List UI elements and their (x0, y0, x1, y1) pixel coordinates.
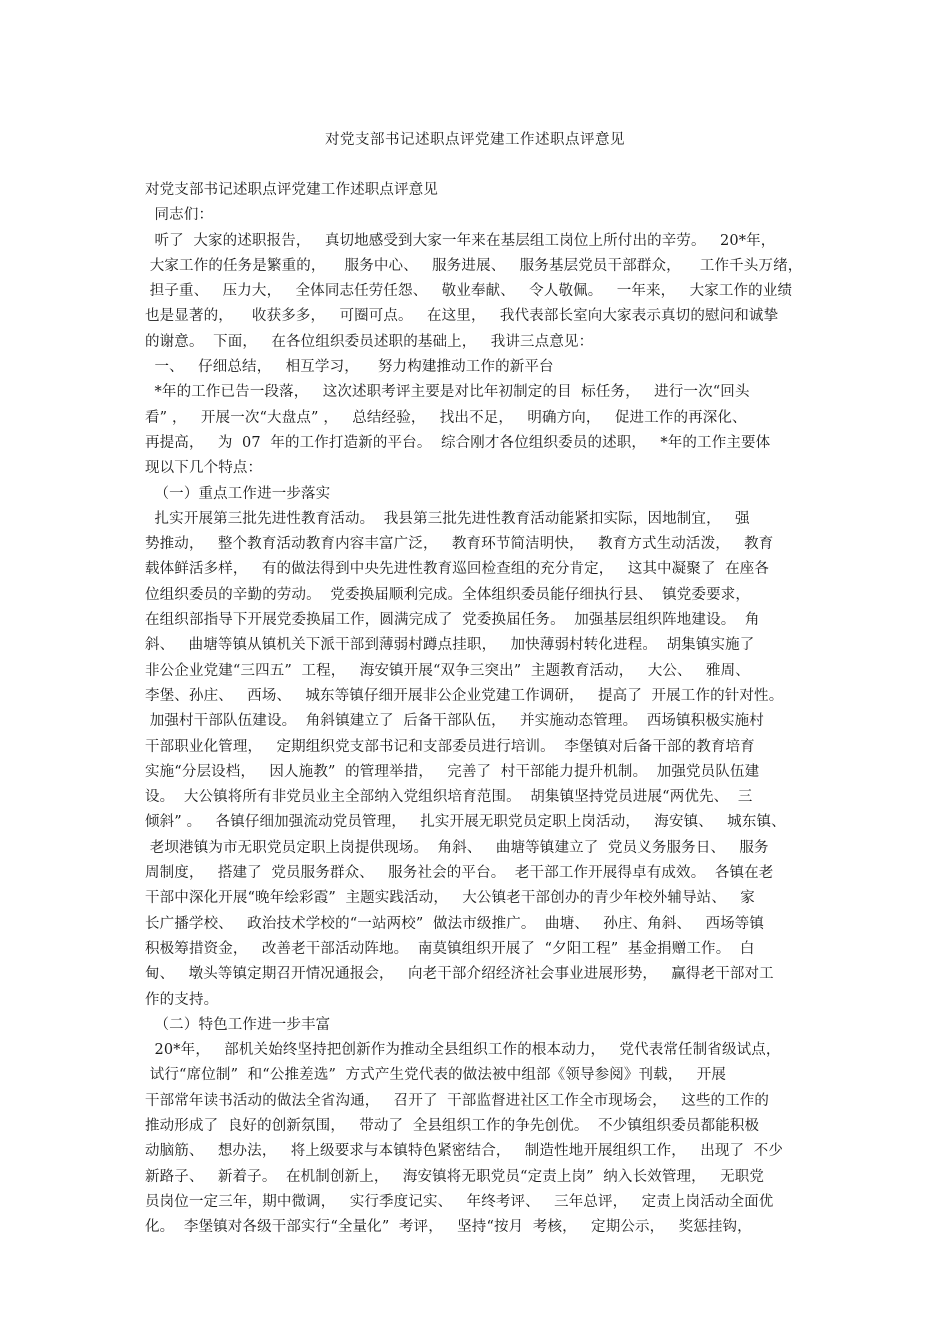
body-line: 担子重、 压力大， 全体同志任劳任怨、 敬业奉献、 令人敬佩。 一年来， 大家工作的业绩 (145, 283, 793, 300)
body-line: 新路子、 新着子。 在机制创新上， 海安镇将无职党员“定责上岗” 纳入长效管理， 无职党 (145, 1168, 765, 1185)
document-body (145, 178, 835, 1240)
body-line: 倾斜” 。 各镇仔细加强流动党员管理， 扎实开展无职党员定职上岗活动， 海安镇、 城东镇、 (145, 814, 786, 831)
body-line: 势推动， 整个教育活动教育内容丰富广泛， 教育环节简洁明快， 教育方式生动活泼， 教育 (145, 536, 774, 553)
body-line: 甸、 墩头等镇定期召开情况通报会， 向老干部介绍经济社会事业进展形势， 赢得老干部对工 (145, 966, 774, 983)
body-line: 周制度， 搭建了 党员服务群众、 服务社会的平台。 老干部工作开展得卓有成效。 各镇在老 (145, 865, 774, 882)
body-line: （一）重点工作进一步落实 (145, 485, 331, 502)
body-line: 现以下几个特点： (145, 460, 263, 477)
body-line: 一、 仔细总结， 相互学习， 努力构建推动工作的新平台 (145, 359, 554, 376)
body-line: 看” ， 开展一次“大盘点” ， 总结经验， 找出不足， 明确方向， 促进工作的再深化、 (145, 409, 747, 426)
body-line: 20*年， 部机关始终坚持把创新作为推动全县组织工作的根本动力， 党代表常任制省级试点， (145, 1042, 781, 1059)
document-title: 对党支部书记述职点评党建工作述职点评意见 (325, 132, 625, 148)
body-line: 试行“席位制” 和“公推差选” 方式产生党代表的做法被中组部《领导参阅》刊载， 开展 (145, 1067, 727, 1084)
body-line: 听了 大家的述职报告， 真切地感受到大家一年来在基层组工岗位上所付出的辛劳。 20*年， (145, 232, 776, 249)
body-line: （二）特色工作进一步丰富 (145, 1016, 331, 1033)
body-line: 干部常年读书活动的做法全省沟通， 召开了 干部监督进社区工作全市现场会， 这些的工作的 (145, 1092, 770, 1109)
body-line: 积极筹措资金， 改善老干部活动阵地。 南莫镇组织开展了 “夕阳工程” 基金捐赠工作。 白 (145, 940, 755, 957)
body-line: 设。 大公镇将所有非党员业主全部纳入党组织培育范围。 胡集镇坚持党员进展“两优先、 三 (145, 789, 753, 806)
body-line: 干部中深化开展“晚年绘彩霞” 主题实践活动， 大公镇老干部创办的青少年校外辅导站、 家 (145, 890, 755, 907)
body-line: 再提高， 为 07 年的工作打造新的平台。 综合刚才各位组织委员的述职， *年的工作主要体 (145, 434, 771, 451)
body-line: 扎实开展第三批先进性教育活动。 我县第三批先进性教育活动能紧扣实际，因地制宜， 强 (145, 510, 750, 527)
body-line: 位组织委员的辛勤的劳动。 党委换届顺利完成。全体组织委员能仔细执行县、 镇党委要求， (145, 586, 751, 603)
body-line: 实施“分层设档， 因人施教” 的管理举措， 完善了 村干部能力提升机制。 加强党员队伍建 (145, 763, 760, 780)
body-line: 老坝港镇为市无职党员定职上岗提供现场。 角斜、 曲塘等镇建立了 党员义务服务日、 服务 (145, 839, 769, 856)
body-line: 载体鲜活多样， 有的做法得到中央先进性教育巡回检查组的充分肯定， 这其中凝聚了 在座各 (145, 561, 770, 578)
body-line: 作的支持。 (145, 991, 219, 1008)
body-line: 在组织部指导下开展党委换届工作，圆满完成了 党委换届任务。 加强基层组织阵地建设。 角 (145, 612, 760, 629)
body-line: 对党支部书记述职点评党建工作述职点评意见 (145, 182, 438, 198)
body-line: 大家工作的任务是繁重的， 服务中心、 服务进展、 服务基层党员干部群众， 工作千头万绪， (145, 257, 803, 274)
body-line: 加强村干部队伍建设。 角斜镇建立了 后备干部队伍， 并实施动态管理。 西场镇积极实施村 (145, 713, 764, 730)
body-line: *年的工作已告一段落， 这次述职考评主要是对比年初制定的目 标任务， 进行一次“回头 (145, 384, 750, 401)
body-line: 化。 李堡镇对各级干部实行“全量化” 考评， 坚持“按月 考核， 定期公示， 奖惩挂钩， (145, 1219, 752, 1236)
body-line: 的谢意。 下面， 在各位组织委员述职的基础上， 我讲三点意见： (145, 333, 594, 350)
body-line: 也是显著的， 收获多多， 可圈可点。 在这里， 我代表部长室向大家表示真切的慰问和诚挚 (145, 308, 779, 325)
body-line: 同志们： (145, 207, 214, 224)
body-line: 员岗位一定三年，期中微调， 实行季度记实、 年终考评、 三年总评， 定责上岗活动全面优 (145, 1193, 774, 1210)
body-line: 推动形成了 良好的创新氛围， 带动了 全县组织工作的争先创优。 不少镇组织委员都能积极 (145, 1117, 760, 1134)
body-line: 斜、 曲塘等镇从镇机关下派干部到薄弱村蹲点挂职， 加快薄弱村转化进程。 胡集镇实施了 (145, 637, 755, 654)
body-line: 干部职业化管理， 定期组织党支部书记和支部委员进行培训。 李堡镇对后备干部的教育培育 (145, 738, 755, 755)
body-line: 动脑筋、 想办法， 将上级要求与本镇特色紧密结合， 制造性地开展组织工作， 出现了 不少 (145, 1143, 783, 1160)
body-line: 非公企业党建“三四五” 工程， 海安镇开展“双争三突出” 主题教育活动， 大公、 雅周、 (145, 662, 750, 679)
body-line: 长广播学校、 政治技术学校的“一站两校” 做法市级推广。 曲塘、 孙庄、角斜、 西场等镇 (145, 915, 765, 932)
body-line: 李堡、孙庄、 西场、 城东等镇仔细开展非公企业党建工作调研， 提高了 开展工作的针对性。 (145, 687, 784, 704)
